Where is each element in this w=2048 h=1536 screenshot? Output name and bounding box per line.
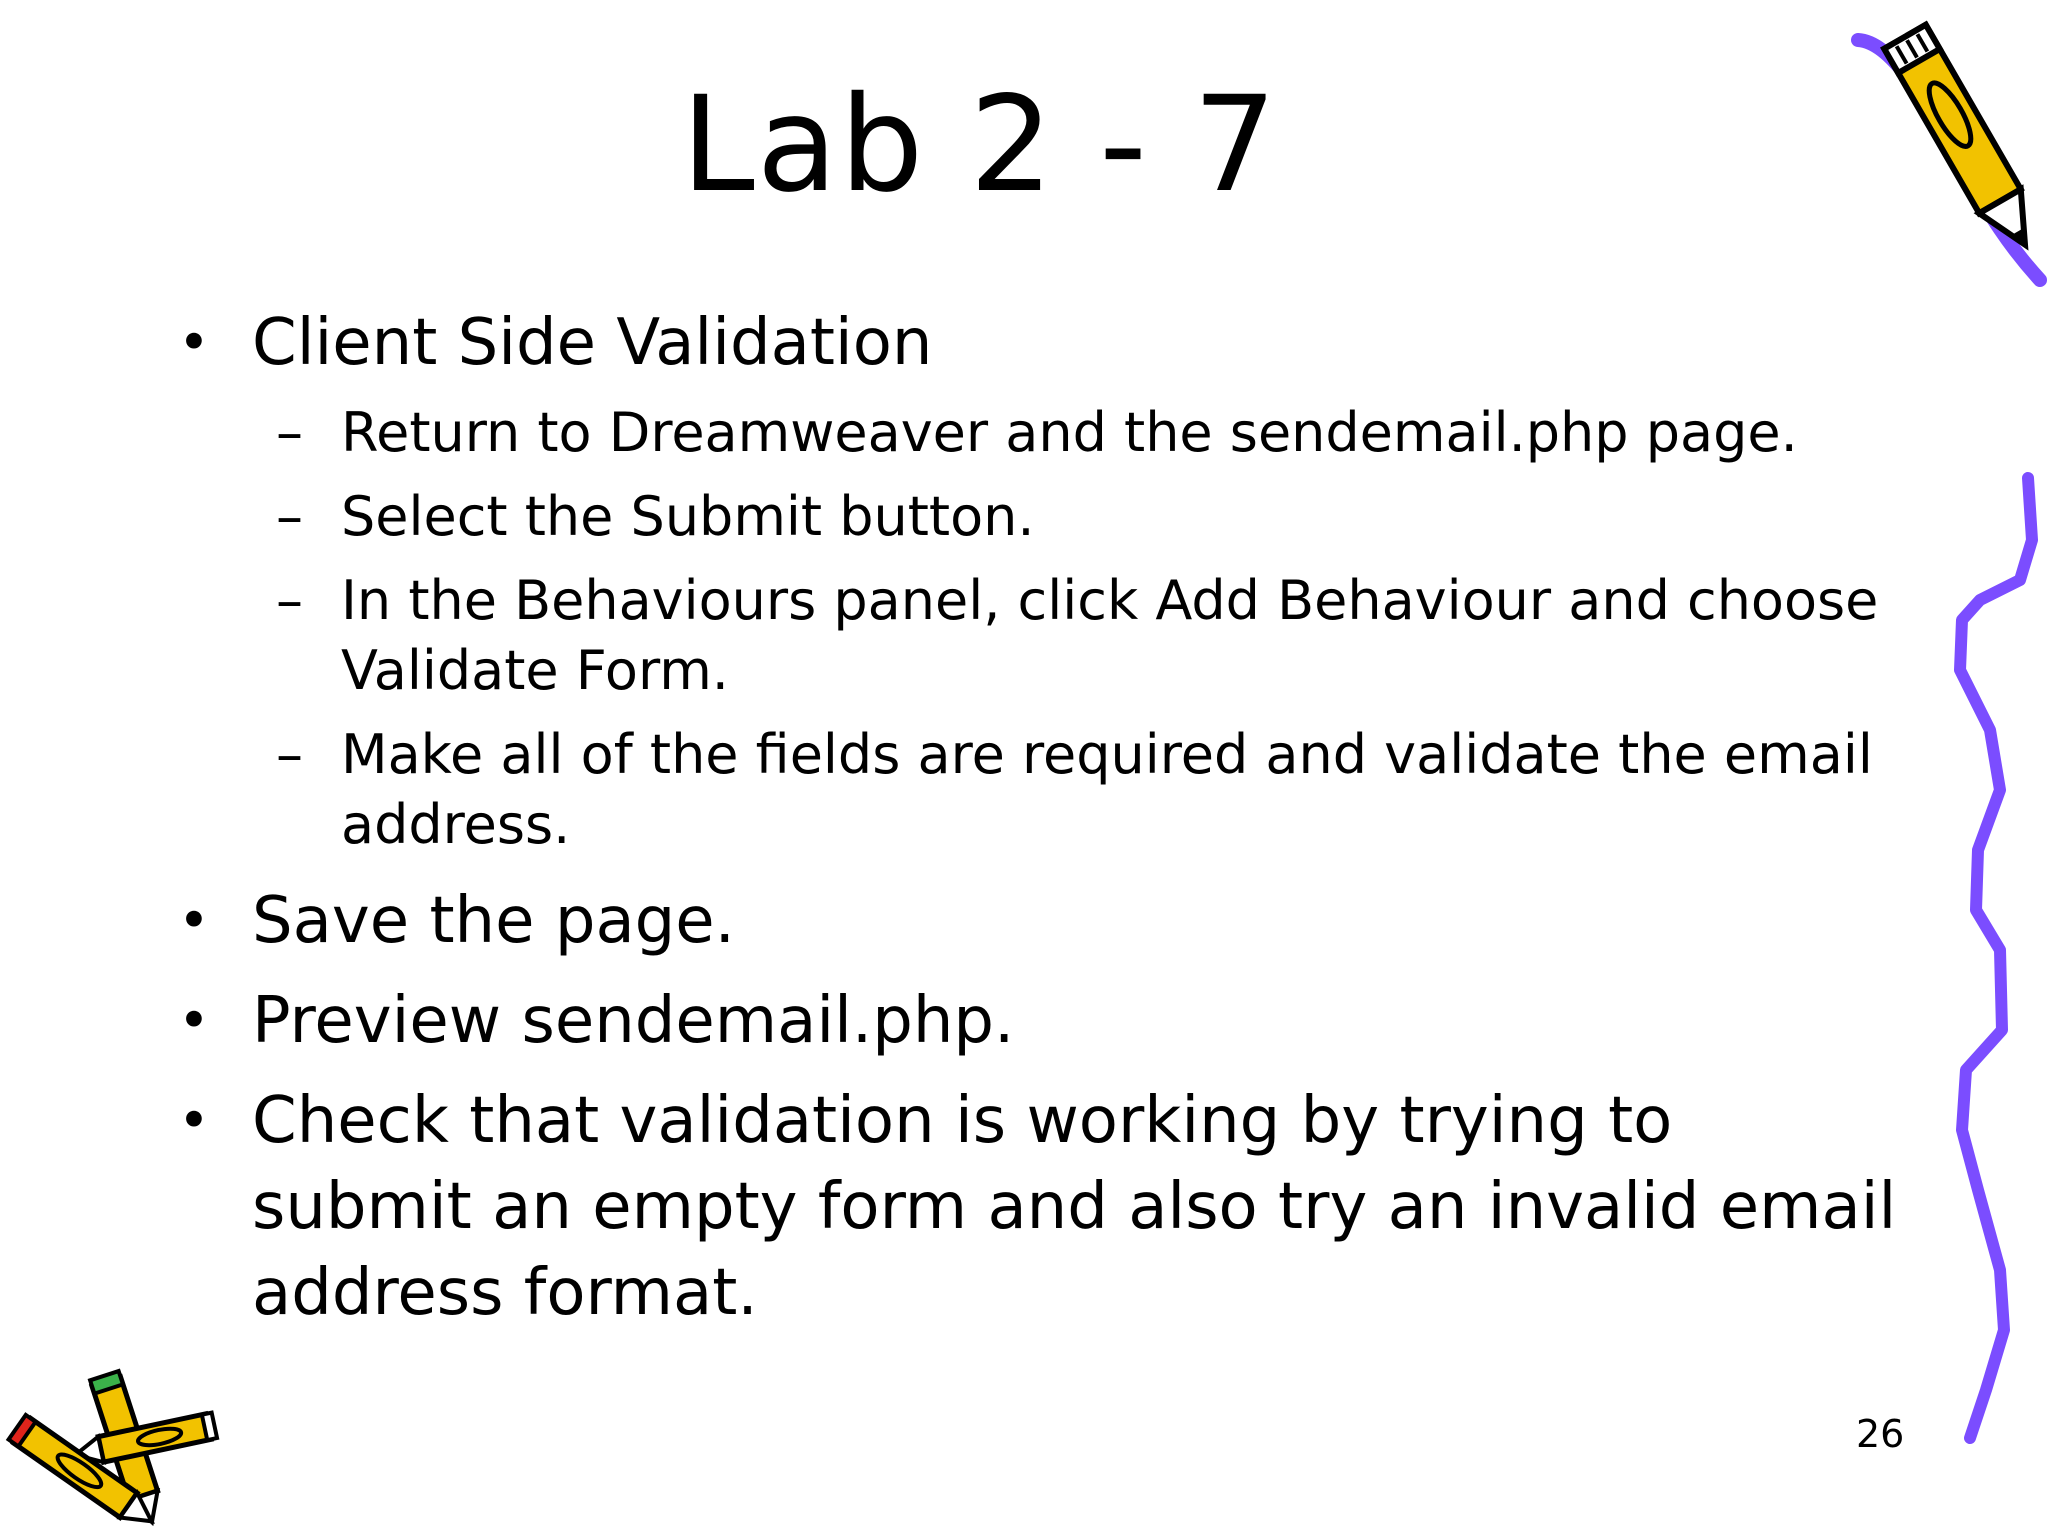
bullet-text: Check that validation is working by trying to submit an empty form and also try an invalid email address format. [252, 1084, 1897, 1330]
bullet-text: Save the page. [252, 884, 735, 958]
squiggle-line-icon [1940, 470, 2048, 1450]
bullet-marker: • [178, 989, 210, 1052]
bullet-item [0, 1078, 1912, 1336]
slide-body [0, 300, 1900, 1350]
slide-title: Lab 2 - 7 [681, 68, 1279, 222]
bullet-item [0, 978, 1900, 1064]
sub-bullet-item [0, 720, 1881, 860]
bullet-text: Preview sendemail.php. [252, 984, 1015, 1058]
dash-marker: – [276, 401, 303, 464]
sub-bullet-text: Return to Dreamweaver and the sendemail.php page. [341, 401, 1798, 464]
dash-marker: – [276, 485, 303, 548]
pencil-icon [1850, 12, 2048, 290]
sub-bullet-text: Select the Submit button. [341, 485, 1035, 548]
page-number: 26 [1856, 1412, 1905, 1456]
sub-bullet-item [0, 482, 1881, 552]
crossed-pencils-icon [0, 1360, 230, 1530]
sub-bullet-text: Make all of the fields are required and validate the email address. [341, 723, 1873, 856]
bullet-marker: • [178, 889, 210, 952]
bullet-item [0, 878, 1900, 964]
bullet-item [0, 300, 1900, 386]
bullet-text: Client Side Validation [252, 306, 933, 380]
sub-bullet-item [0, 566, 1881, 706]
bullet-marker: • [178, 1089, 210, 1152]
sub-bullet-item [0, 398, 1881, 468]
sub-bullet-text: In the Behaviours panel, click Add Behaviour and choose Validate Form. [341, 569, 1879, 702]
sub-bullet-list [0, 398, 1900, 860]
bullet-marker: • [178, 311, 210, 374]
dash-marker: – [276, 569, 303, 632]
dash-marker: – [276, 723, 303, 786]
